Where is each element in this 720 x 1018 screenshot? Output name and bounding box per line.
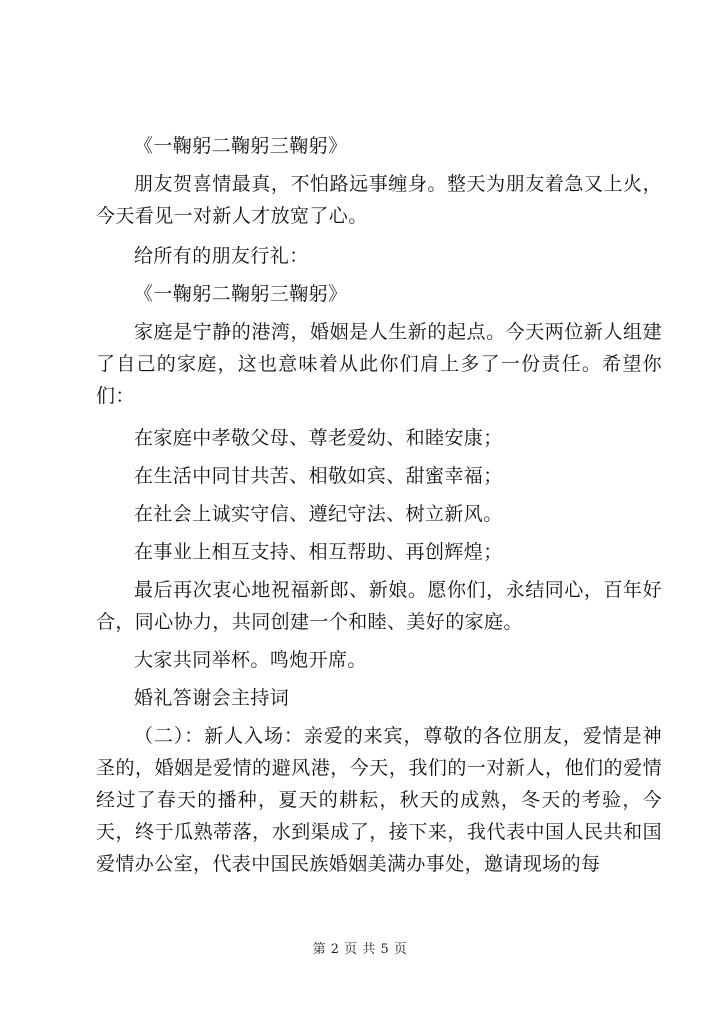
paragraph-family-harbor: 家庭是宁静的港湾，婚姻是人生新的起点。今天两位新人组建了自己的家庭，这也意味着从此你们肩上多了一份责任。希望你们： (96, 321, 662, 407)
document-body (96, 130, 662, 880)
page-indicator: 第 2 页 共 5 页 (312, 942, 408, 957)
paragraph-title-bow-repeat: 《一鞠躬二鞠躬三鞠躬》 (134, 283, 348, 305)
paragraph-wish-life: 在生活中同甘共苦、相敬如宾、甜蜜幸福； (134, 465, 503, 487)
paragraph-salute-friends: 给所有的朋友行礼： (134, 245, 309, 267)
paragraph-wish-family: 在家庭中孝敬父母、尊老爱幼、和睦安康； (134, 427, 503, 449)
paragraph-title-bow: 《一鞠躬二鞠躬三鞠躬》 (134, 135, 348, 157)
paragraph-wish-society: 在社会上诚实守信、遵纪守法、树立新风。 (134, 503, 503, 525)
paragraph-toast: 大家共同举杯。鸣炮开席。 (134, 649, 367, 671)
paragraph-greeting-verse: 朋友贺喜情最真，不怕路远事缠身。整天为朋友着急又上火，今天看见一对新人才放宽了心。 (96, 173, 662, 227)
paragraph-section-heading: 婚礼答谢会主持词 (134, 687, 290, 709)
paragraph-wish-career: 在事业上相互支持、相互帮助、再创辉煌； (134, 541, 503, 563)
paragraph-couple-entrance: （二）：新人入场：亲爱的来宾，尊敬的各位朋友，爱情是神圣的，婚姻是爱情的避风港，今天，我们的一对新人，他们的爱情经过了春天的播种，夏天的耕耘，秋天的成熟，冬天的考验，今天，终于瓜熟蒂落，水到渠成了，接下来，我代表中国人民共和国爱情办公室，代表中国民族婚姻美满办事处，邀请现场的每 (96, 725, 662, 875)
paragraph-final-blessing: 最后再次衷心地祝福新郎、新娘。愿你们，永结同心，百年好合，同心协力，共同创建一个和睦、美好的家庭。 (96, 579, 662, 633)
